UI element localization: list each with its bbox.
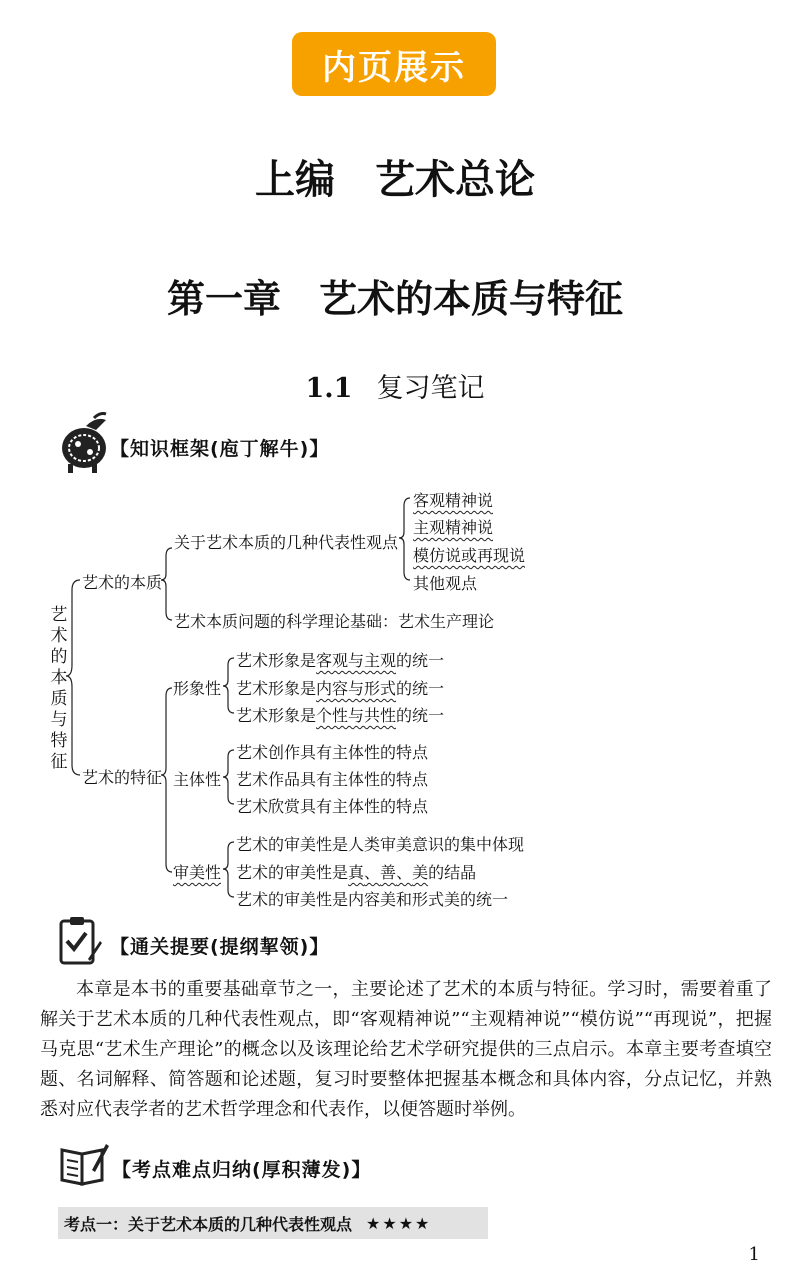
text: 艺术形象是 — [236, 679, 317, 698]
view-item: 其他观点 — [413, 574, 478, 593]
subjectivity-item: 艺术作品具有主体性的特点 — [236, 770, 429, 789]
section-name: 复习笔记 — [376, 373, 485, 404]
summary-heading: 【通关提要(提纲挈领)】 — [110, 936, 330, 958]
node-aesthetic: 审美性 — [173, 863, 222, 882]
aesthetic-item — [236, 860, 476, 883]
key-term: 、 — [396, 863, 413, 882]
root-char: 质 — [50, 689, 68, 709]
node-subjectivity: 主体性 — [173, 770, 222, 789]
page-banner: 内页展示 — [292, 32, 496, 96]
section-number: 1.1 — [305, 373, 353, 404]
key-term: 内容与形式 — [316, 679, 397, 698]
keypoint-label: 考点一：关于艺术本质的几种代表性观点 — [64, 1214, 353, 1234]
text: 艺术形象是 — [236, 651, 317, 670]
page-number: 1 — [748, 1244, 760, 1265]
keypoints-heading: 【考点难点归纳(厚积薄发)】 — [112, 1159, 372, 1181]
text: 的统一 — [396, 679, 445, 698]
text: 的结晶 — [428, 863, 477, 882]
node-imagery: 形象性 — [173, 679, 222, 698]
aesthetic-item: 艺术的审美性是内容美和形式美的统一 — [236, 890, 509, 909]
view-item: 模仿说或再现说 — [413, 546, 526, 565]
view-item: 主观精神说 — [413, 518, 494, 537]
framework-heading: 【知识框架(庖丁解牛)】 — [110, 438, 330, 460]
key-term: 真 — [348, 863, 365, 882]
summary-paragraph: 本章是本书的重要基础章节之一，主要论述了艺术的本质与特征。学习时，需要着重了解关于艺术本质的几种代表性观点，即“客观精神说”“主观精神说”“模仿说”“再现说”，把握马克思“艺术生产理论”的概念以及该理论给艺术学研究提供的三点启示。本章主要考查填空题、名词解释、简答题和论述题，复习时要整体把握基本概念和具体内容，分点记忆，并熟悉对应代表学者的艺术哲学理念和代表作，以便答题时举例。 — [40, 979, 772, 1120]
node-essence-basis: 艺术本质问题的科学理论基础：艺术生产理论 — [174, 612, 495, 631]
keypoint-bar — [58, 1207, 488, 1239]
chapter-title: 第一章 艺术的本质与特征 — [166, 276, 623, 321]
part-title: 上编 艺术总论 — [255, 157, 535, 203]
imagery-item — [236, 703, 444, 726]
text: 艺术的审美性是 — [236, 863, 349, 882]
key-term: 善 — [380, 863, 397, 882]
text: 艺术形象是 — [236, 706, 317, 725]
root-char: 征 — [50, 752, 68, 772]
subjectivity-item: 艺术创作具有主体性的特点 — [236, 743, 429, 762]
node-features: 艺术的特征 — [82, 768, 163, 787]
key-term: 、 — [364, 863, 381, 882]
key-term: 客观与主观 — [316, 651, 397, 670]
aesthetic-item: 艺术的审美性是人类审美意识的集中体现 — [236, 835, 525, 854]
node-essence-views: 关于艺术本质的几种代表性观点 — [174, 533, 399, 552]
clipboard-check-icon — [58, 915, 102, 967]
root-char: 的 — [50, 647, 68, 667]
root-char: 术 — [50, 626, 68, 646]
keypoint-stars: ★★★★ — [366, 1213, 432, 1233]
root-char: 特 — [50, 731, 68, 751]
root-char: 与 — [50, 710, 68, 730]
root-char: 本 — [50, 668, 68, 688]
text: 的统一 — [396, 706, 445, 725]
view-item: 客观精神说 — [413, 491, 494, 510]
key-term: 美 — [412, 863, 429, 882]
book-pen-icon — [58, 1140, 110, 1188]
key-term: 个性与共性 — [316, 706, 397, 725]
imagery-item — [236, 676, 444, 699]
root-char: 艺 — [50, 605, 68, 625]
text: 的统一 — [396, 651, 445, 670]
subjectivity-item: 艺术欣赏具有主体性的特点 — [236, 797, 429, 816]
imagery-item — [236, 648, 444, 671]
node-essence: 艺术的本质 — [82, 573, 163, 592]
